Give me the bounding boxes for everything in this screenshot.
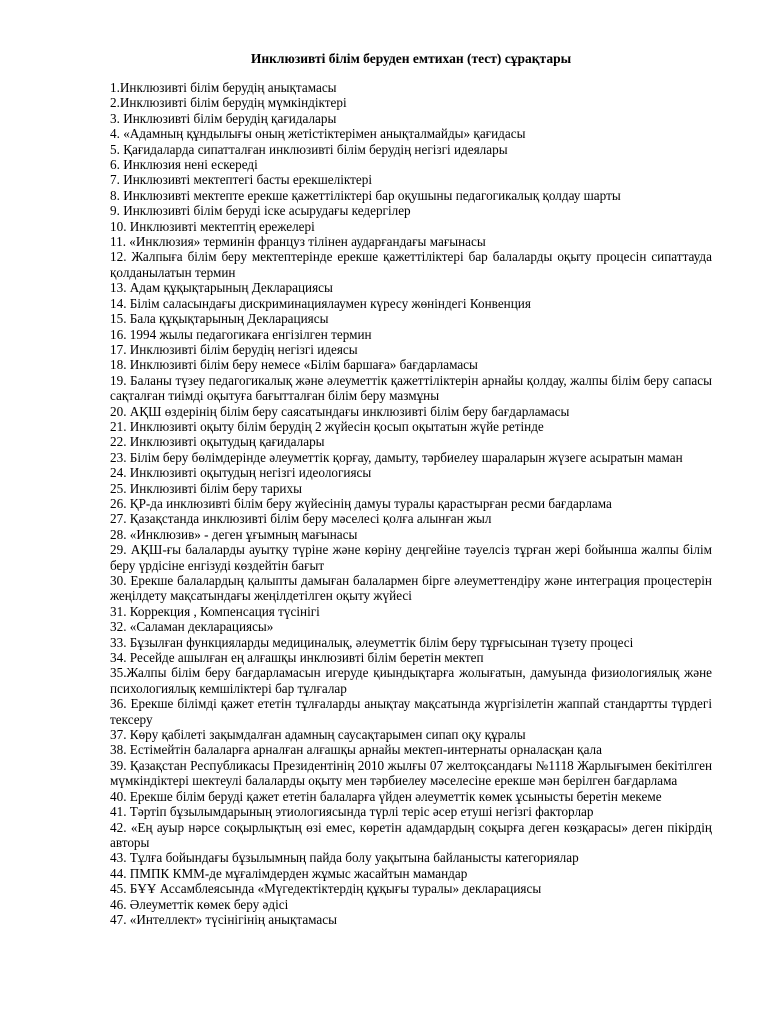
list-item: 26. ҚР-да инклюзивті білім беру жүйесінің дамуы туралы қарастырған ресми бағдарлама: [110, 495, 612, 511]
list-item: 5. Қағидаларда сипатталған инклюзивті білім берудің негізгі идеялары: [110, 141, 508, 157]
list-item: 35.Жалпы білім беру бағдарламасын игеруде қиындықтарға жолығатын, дамуында физиологиялық және психологиялық кемшіліктері бар тұлғалар: [110, 665, 712, 696]
list-item: 13. Адам құқықтарының Декларациясы: [110, 280, 333, 296]
list-item: 32. «Саламан декларациясы»: [110, 619, 274, 635]
list-item: 42. «Ең ауыр нәрсе соқырлықтың өзі емес, көретін адамдардың соқырға деген көзқарасы» деген пікірдің авторы: [110, 819, 712, 850]
list-item: 10. Инклюзивті мектептің ережелері: [110, 218, 315, 234]
list-item: 20. АҚШ өздерінің білім беру саясатындағы инклюзивті білім беру бағдарламасы: [110, 403, 570, 419]
list-item: 39. Қазақстан Республикасы Президентінің 2010 жылғы 07 желтоқсандағы №1118 Жарлығымен бекітілген мүмкіндіктері шектеулі балаларды оқыту мен тәрбиелеу мәселесіне ерекше мән берілген бағдарлама: [110, 757, 712, 789]
list-item: 14. Білім саласындағы дискриминациялаумен күресу жөніндегі Конвенция: [110, 295, 531, 311]
list-item: 30. Ерекше балалардың қалыпты дамыған балалармен бірге әлеуметтендіру және интеграция процестерін жеңілдету мақсатындағы жеңілдетілген оқыту жүйесі: [110, 573, 712, 604]
list-item: 23. Білім беру бөлімдерінде әлеуметтік қорғау, дамыту, тәрбиелеу шараларын жүзеге асыратын маман: [110, 449, 683, 465]
list-item: 18. Инклюзивті білім беру немесе «Білім баршаға» бағдарламасы: [110, 357, 478, 373]
list-item: 37. Көру қабілеті зақымдалған адамның саусақтарымен сипап оқу құралы: [110, 727, 526, 743]
list-item: 17. Инклюзивті білім берудің негізгі идеясы: [110, 341, 358, 357]
list-item: 24. Инклюзивті оқытудың негізгі идеологиясы: [110, 465, 372, 481]
list-item: 7. Инклюзивті мектептегі басты ерекшеліктері: [110, 172, 372, 188]
list-item: 46. Әлеуметтік көмек беру әдісі: [110, 896, 289, 912]
list-item: 4. «Адамның құндылығы оның жетістіктерімен анықталмайды» қағидасы: [110, 126, 526, 142]
list-item: 25. Инклюзивті білім беру тарихы: [110, 480, 302, 496]
list-item: 36. Ерекше білімді қажет ететін тұлғаларды анықтау мақсатында жүргізілетін жаппай стандартты түрдегі тексеру: [110, 696, 712, 727]
list-item: 38. Естімейтін балаларға арналған алғашқы арнайы мектеп-интернаты орналасқан қала: [110, 742, 602, 758]
document-title: Инклюзивті білім беруден емтихан (тест) сұрақтары: [250, 51, 572, 66]
list-item: 2.Инклюзивті білім берудің мүмкіндіктері: [110, 95, 347, 111]
question-list: [110, 80, 712, 927]
list-item: 45. БҰҰ Ассамблеясында «Мүгедектіктердің құқығы туралы» декларациясы: [110, 881, 542, 897]
list-item: 28. «Инклюзив» - деген ұғымның мағынасы: [110, 526, 358, 542]
list-item: 41. Тәртіп бұзылымдарының этиологиясында түрлі теріс әсер етуші негізгі факторлар: [110, 804, 594, 820]
list-item: 1.Инклюзивті білім берудің анықтамасы: [110, 80, 337, 95]
list-item: 27. Қазақстанда инклюзивті білім беру мәселесі қолға алынған жыл: [110, 511, 492, 527]
list-item: 43. Тұлға бойындағы бұзылымның пайда болу уақытына байланысты категориялар: [110, 850, 579, 866]
list-item: 22. Инклюзивті оқытудың қағидалары: [110, 434, 325, 450]
list-item: 34. Ресейде ашылған ең алғашқы инклюзивті білім беретін мектеп: [110, 650, 484, 666]
list-item: 8. Инклюзивті мектепте ерекше қажеттіліктері бар оқушыны педагогикалық қолдау шарты: [110, 187, 621, 203]
list-item: 31. Коррекция , Компенсация түсінігі: [110, 603, 320, 619]
list-item: 21. Инклюзивті оқыту білім берудің 2 жүйесін қосып оқытатын жүйе ретінде: [110, 418, 544, 434]
list-item: 40. Ерекше білім беруді қажет ететін балаларға үйден әлеуметтік көмек ұсынысты беретін мекеме: [110, 788, 662, 804]
list-item: 3. Инклюзивті білім берудің қағидалары: [110, 110, 337, 126]
list-item: 16. 1994 жылы педагогикаға енгізілген термин: [110, 326, 372, 342]
list-item: 44. ПМПК КММ-де мұғалімдерден жұмыс жасайтын мамандар: [110, 865, 468, 881]
list-item: 12. Жалпыға білім беру мектептерінде ерекше қажеттіліктері бар балаларды оқыту процесін сипаттауда қолданылатын термин: [110, 249, 712, 280]
list-item: 15. Бала құқықтарының Декларациясы: [110, 311, 329, 327]
list-item: 6. Инклюзия нені ескереді: [110, 157, 258, 173]
list-item: 11. «Инклюзия» терминін француз тілінен аударғандағы мағынасы: [110, 234, 486, 250]
list-item: 33. Бұзылған функцияларды медициналық, әлеуметтік білім беру тұрғысынан түзету процесі: [110, 634, 634, 650]
list-item: 47. «Интеллект» түсінігінің анықтамасы: [110, 911, 337, 927]
list-item: 9. Инклюзивті білім беруді іске асырудағы кедергілер: [110, 203, 411, 219]
list-item: 19. Баланы түзеу педагогикалық және әлеуметтік қажеттіліктерін арнайы қолдау, жалпы білім беру сапасы сақталған тиімді оқытуға бағытталған білім беру мазмұны: [110, 372, 712, 404]
list-item: 29. АҚШ-ғы балаларды ауытқу түріне және көріну деңгейіне тәуелсіз тұрған жері бойынша жалпы білім беру үрдісіне енгізуді көздейтін бағыт: [110, 542, 712, 573]
